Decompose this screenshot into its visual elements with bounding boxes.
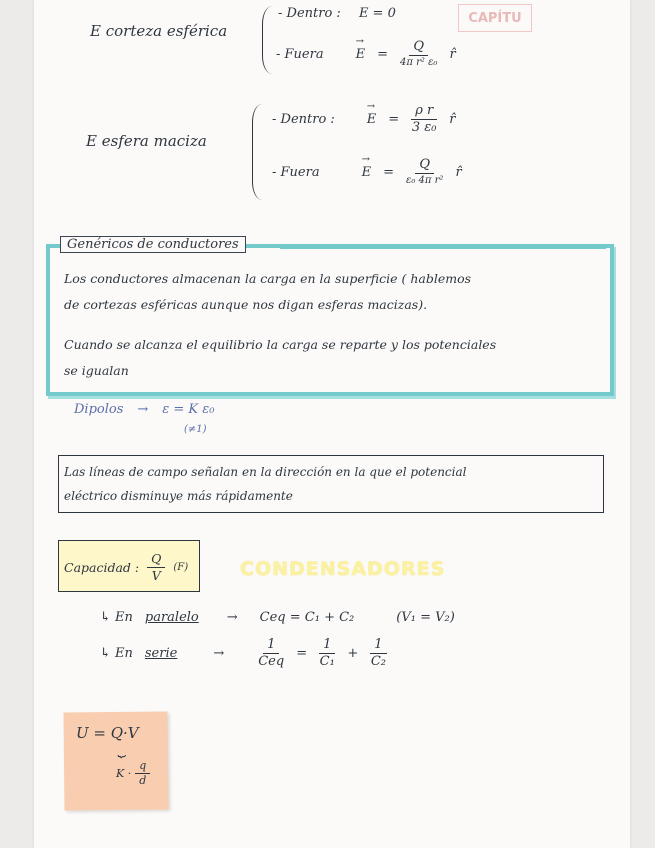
dipoles-row xyxy=(74,402,214,417)
section1-label: E corteza esférica xyxy=(90,22,228,40)
section2-label: E esfera maciza xyxy=(86,132,207,150)
capacity-formula: Capacidad : $\frac{Q}{V}$ (F) xyxy=(64,551,189,583)
section2-outside-fraction: $\frac{Q}{\text{ε₀ 4π r²}}$ xyxy=(405,157,444,187)
energy-sub-fraction: $\frac{q}{d}$ xyxy=(135,760,150,787)
section1-fraction: $\frac{Q}{\text{4π r² ε₀}}$ xyxy=(399,39,438,69)
energy-formula: U = Q·V xyxy=(76,724,139,742)
section1-brace xyxy=(262,6,273,74)
section2-inside-fraction: $\frac{\text{ρ r}}{\text{3 ε₀}}$ xyxy=(411,103,437,136)
section1-outside: - Fuera → E = $\frac{Q}{\text{4π r² ε₀}}$ r̂ xyxy=(276,40,456,68)
section2-brace xyxy=(252,104,263,200)
conductors-line-4: se igualan xyxy=(64,363,129,378)
parallel-row: ↳ En paralelo → Ceq = C₁ + C₂ (V₁ = V₂) xyxy=(100,610,455,625)
section2-inside: - Dentro : → E = $\frac{\text{ρ r}}{\text{3 ε₀}}$ r̂ xyxy=(272,104,455,136)
conductors-title-rule xyxy=(280,246,606,249)
field-lines-line-2: eléctrico disminuye más rápidamente xyxy=(64,489,293,503)
energy-sub: K · $\frac{q}{d}$ xyxy=(116,760,150,787)
section1-inside: - Dentro : E = 0 xyxy=(278,6,396,21)
parallel-condition: (V₁ = V₂) xyxy=(396,610,455,625)
parallel-formula: Ceq = C₁ + C₂ xyxy=(259,610,355,625)
condensadores-heading: CONDENSADORES xyxy=(240,558,446,580)
capacity-fraction: $\frac{Q}{V}$ xyxy=(147,552,165,583)
conductors-line-1: Los conductores almacenan la carga en la superficie ( hablemos xyxy=(64,271,472,286)
conductors-line-2: de cortezas esféricas aunque nos digan esferas macizas). xyxy=(64,297,428,312)
dipoles-label: Dipolos xyxy=(74,402,124,417)
parallel-label: paralelo xyxy=(144,610,199,625)
series-term1-fraction: $\frac{1}{\text{C₁}}$ xyxy=(319,637,335,670)
series-term2-fraction: $\frac{1}{\text{C₂}}$ xyxy=(370,637,387,670)
series-lhs-fraction: $\frac{1}{\text{Ceq}}$ xyxy=(258,637,285,670)
dipoles-arrow: → xyxy=(137,402,149,417)
field-lines-text xyxy=(64,460,466,508)
energy-brace: ⏟ xyxy=(118,742,127,758)
conductors-text xyxy=(64,266,496,384)
field-lines-line-1: Las líneas de campo señalan en la dirección en la que el potencial xyxy=(64,465,467,479)
conductors-line-3: Cuando se alcanza el equilibrio la carga se reparte y los potenciales xyxy=(64,337,497,352)
series-row: ↳ En serie → $\frac{1}{\text{Ceq}}$ = $\frac{1}{\text{C₁}}$ + $\frac{1}{\text{C₂}}$ xyxy=(100,637,387,670)
ghost-header-stamp: CAPÍTU xyxy=(458,4,532,32)
dipoles-note: (≠1) xyxy=(184,424,207,435)
conductors-title: Genéricos de conductores xyxy=(60,236,246,253)
section2-outside: - Fuera → E = $\frac{Q}{\text{ε₀ 4π r²}}$ r̂ xyxy=(272,158,462,186)
dipoles-formula: ε = K ε₀ xyxy=(162,402,215,417)
series-label: serie xyxy=(144,646,178,662)
